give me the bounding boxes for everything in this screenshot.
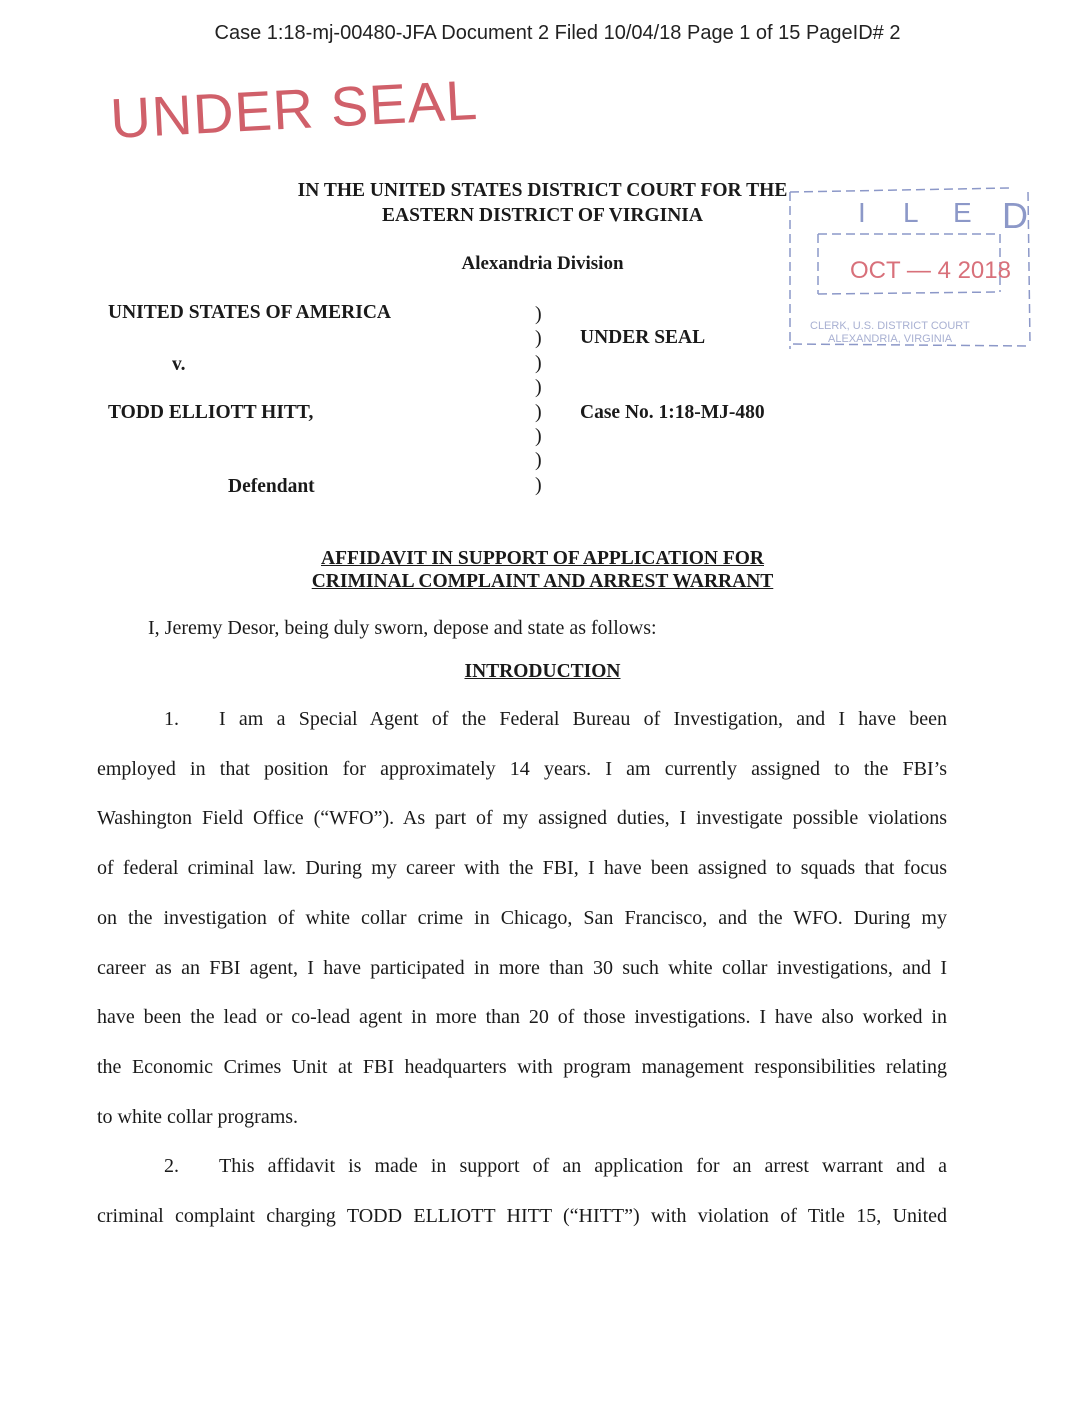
paragraph-line: criminal complaint charging TODD ELLIOTT HITT (“HITT”) with violation of Title 15, United: [97, 1204, 947, 1227]
caption-parenthesis-column: [535, 302, 555, 497]
filed-letter-d: D: [1002, 195, 1028, 236]
caption-under-seal: UNDER SEAL: [580, 327, 706, 348]
document-title: [0, 547, 1085, 593]
filed-letter-l: L: [903, 197, 919, 228]
paragraph-1: [97, 695, 947, 1142]
caption-parenthesis: ): [535, 425, 542, 448]
paragraph-2: [97, 1142, 947, 1241]
caption-parenthesis: ): [535, 449, 542, 472]
paragraph-line: the Economic Crimes Unit at FBI headquarters with program management responsibilities relating: [97, 1055, 947, 1078]
paragraph-line: career as an FBI agent, I have participated in more than 30 such white collar investigations, and I: [97, 956, 947, 979]
court-line-2: EASTERN DISTRICT OF VIRGINIA: [382, 205, 703, 226]
paragraph-line: on the investigation of white collar crime in Chicago, San Francisco, and the WFO. During my: [97, 906, 947, 929]
paragraph-number: 2.: [164, 1155, 179, 1177]
paragraph-line: [97, 1142, 947, 1192]
caption-parenthesis: ): [535, 303, 542, 325]
filed-letter-e: E: [953, 197, 972, 228]
court-heading: [0, 178, 1085, 228]
caption-parenthesis: ): [535, 376, 542, 399]
paragraph-line: employed in that position for approximately 14 years. I am currently assigned to the FBI’s: [97, 757, 947, 780]
filed-clerk-line1: CLERK, U.S. DISTRICT COURT: [810, 320, 970, 332]
filed-clerk-line2: ALEXANDRIA, VIRGINIA: [828, 333, 953, 345]
paragraph-line: Washington Field Office (“WFO”). As part of my assigned duties, I investigate possible violations: [97, 807, 947, 830]
caption-parenthesis: ): [535, 400, 542, 423]
paragraph-number: 1.: [164, 708, 179, 730]
title-line-2: CRIMINAL COMPLAINT AND ARREST WARRANT: [311, 571, 774, 592]
court-line-1: IN THE UNITED STATES DISTRICT COURT FOR THE: [297, 180, 788, 201]
defendant-label: Defendant: [228, 476, 315, 497]
division-heading: Alexandria Division: [461, 253, 624, 274]
affiant-intro: I, Jeremy Desor, being duly sworn, depose and state as follows:: [148, 617, 657, 639]
paragraph-line: to white collar programs.: [97, 1105, 299, 1128]
caption-parenthesis: ): [535, 473, 542, 496]
defendant-name: TODD ELLIOTT HITT,: [108, 402, 314, 423]
paragraph-line: have been the lead or co-lead agent in more than 20 of those investigations. I have also worked in: [97, 1006, 947, 1029]
under-seal-stamp: UNDER SEAL: [108, 67, 480, 151]
paragraph-text: This affidavit is made in support of an application for an arrest warrant and a: [219, 1155, 947, 1177]
caption-parenthesis: ): [535, 351, 542, 374]
section-heading-introduction: INTRODUCTION: [464, 661, 621, 682]
case-header: Case 1:18-mj-00480-JFA Document 2 Filed 10/04/18 Page 1 of 15 PageID# 2: [214, 22, 901, 44]
filed-date: OCT — 4 2018: [850, 257, 1011, 284]
plaintiff-name: UNITED STATES OF AMERICA: [108, 302, 391, 323]
title-line-1: AFFIDAVIT IN SUPPORT OF APPLICATION FOR: [321, 548, 764, 569]
filed-letter-i: I: [858, 197, 866, 228]
case-number: Case No. 1:18-MJ-480: [580, 402, 765, 423]
paragraph-text: I am a Special Agent of the Federal Bureau of Investigation, and I have been: [219, 708, 947, 730]
versus: v.: [172, 354, 186, 375]
paragraph-line: [97, 695, 947, 745]
caption-parenthesis: ): [535, 327, 542, 350]
paragraph-line: of federal criminal law. During my career with the FBI, I have been assigned to squads that focus: [97, 857, 947, 880]
